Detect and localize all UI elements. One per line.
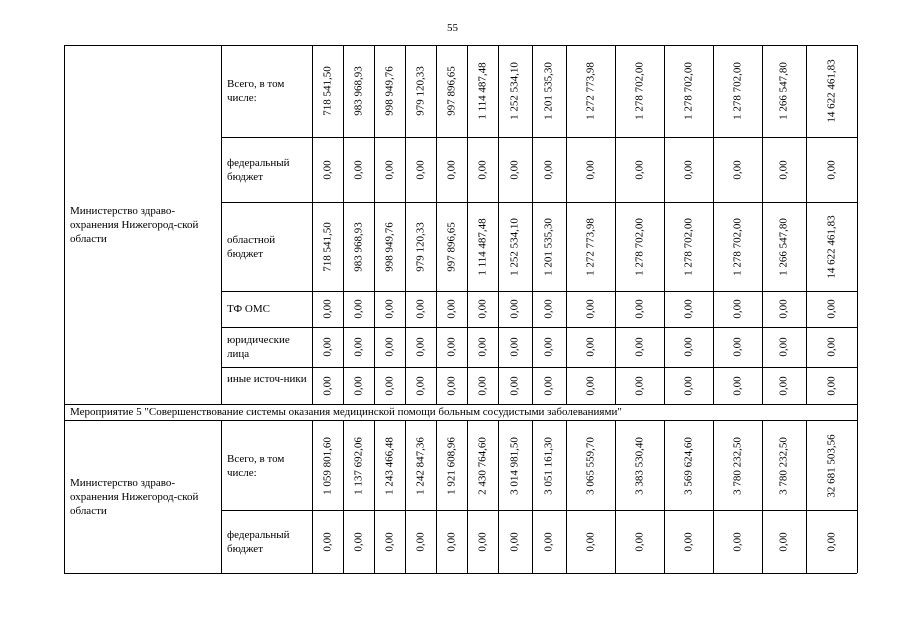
block1-value-cell: 1 272 773,98 — [584, 217, 596, 276]
grid-line — [312, 45, 313, 404]
block1-value-cell: 0,00 — [476, 299, 488, 319]
block1-value-cell: 979 120,33 — [414, 221, 426, 272]
block1-value-cell: 0,00 — [508, 375, 521, 396]
block1-value-cell: 0,00 — [321, 337, 333, 357]
block2-value-cell: 0,00 — [542, 531, 555, 552]
block1-value-cell: 1 278 702,00 — [731, 217, 743, 276]
grid-line — [64, 420, 857, 421]
block1-value-cell: 0,00 — [383, 159, 395, 180]
event-heading: Мероприятие 5 "Совершенствование системы оказания медицинской помощи больным сосудистыми заболеваниями" — [70, 406, 622, 418]
grid-line — [762, 45, 763, 404]
block1-value-cell: 1 278 702,00 — [633, 62, 645, 120]
block1-value-cell: 1 278 702,00 — [682, 217, 694, 276]
grid-line — [221, 327, 857, 328]
block1-value-cell: 718 541,50 — [321, 66, 333, 116]
block1-value-cell: 1 278 702,00 — [682, 62, 694, 120]
block2-value-cell: 0,00 — [352, 531, 364, 552]
block1-value-cell: 0,00 — [352, 337, 364, 357]
block1-value-cell: 1 201 535,30 — [542, 62, 555, 120]
block1-value-cell: 0,00 — [445, 337, 457, 357]
block2-value-cell: 2 430 764,60 — [476, 437, 488, 495]
block1-value-cell: 0,00 — [584, 299, 596, 319]
block2-value-cell: 1 242 847,36 — [414, 437, 426, 495]
block1-value-cell: 0,00 — [682, 299, 694, 319]
block1-value-cell: 1 114 487,48 — [476, 62, 488, 120]
block1-value-cell: 0,00 — [777, 337, 790, 357]
block2-value-cell: 0,00 — [321, 531, 333, 552]
grid-line — [436, 420, 437, 573]
grid-line — [806, 420, 807, 573]
block1-row-label: ТФ ОМС — [227, 303, 270, 315]
block2-value-cell: 0,00 — [584, 531, 596, 552]
block2-value-cell: 3 569 624,60 — [682, 437, 694, 495]
block1-value-cell: 0,00 — [777, 159, 790, 180]
block1-value-cell: 997 896,65 — [445, 66, 457, 116]
grid-line — [664, 420, 665, 573]
block1-value-cell: 1 266 547,80 — [777, 62, 790, 120]
block2-value-cell: 3 383 530,40 — [633, 437, 645, 495]
block1-value-cell: 0,00 — [825, 375, 837, 396]
grid-line — [343, 45, 344, 404]
block2-value-cell: 0,00 — [682, 531, 694, 552]
block1-value-cell: 0,00 — [321, 299, 333, 319]
block1-value-cell: 0,00 — [542, 375, 555, 396]
block1-value-cell: 14 622 461,83 — [825, 214, 837, 279]
grid-line — [64, 45, 65, 573]
block2-value-cell: 0,00 — [476, 531, 488, 552]
block2-value-cell: 1 921 608,96 — [445, 437, 457, 495]
grid-line — [221, 202, 857, 203]
grid-line — [221, 137, 857, 138]
block1-value-cell: 0,00 — [445, 299, 457, 319]
block1-value-cell: 0,00 — [731, 375, 743, 396]
block1-value-cell: 0,00 — [352, 159, 364, 180]
block2-value-cell: 0,00 — [508, 531, 521, 552]
block1-value-cell: 14 622 461,83 — [825, 59, 837, 123]
block1-value-cell: 0,00 — [542, 337, 555, 357]
block1-value-cell: 1 114 487,48 — [476, 217, 488, 276]
block1-value-cell: 1 278 702,00 — [633, 217, 645, 276]
block1-value-cell: 0,00 — [633, 375, 645, 396]
block1-value-cell: 983 968,93 — [352, 221, 364, 272]
block1-value-cell: 0,00 — [508, 337, 521, 357]
block1-value-cell: 1 252 534,10 — [508, 62, 521, 120]
block1-value-cell: 0,00 — [682, 337, 694, 357]
block1-value-cell: 979 120,33 — [414, 66, 426, 116]
block1-value-cell: 0,00 — [542, 159, 555, 180]
grid-line — [713, 420, 714, 573]
block2-value-cell: 0,00 — [633, 531, 645, 552]
block1-value-cell: 0,00 — [508, 299, 521, 319]
block1-row-label: иные источ-ники — [227, 372, 307, 385]
grid-line — [498, 45, 499, 404]
block1-value-cell: 1 201 535,30 — [542, 217, 555, 276]
block1-value-cell: 0,00 — [584, 375, 596, 396]
block2-value-cell: 1 243 466,48 — [383, 437, 395, 495]
block1-value-cell: 997 896,65 — [445, 221, 457, 272]
block2-value-cell: 0,00 — [731, 531, 743, 552]
block1-value-cell: 0,00 — [682, 375, 694, 396]
block1-value-cell: 0,00 — [731, 159, 743, 180]
grid-line — [343, 420, 344, 573]
block1-value-cell: 0,00 — [825, 337, 837, 357]
block1-value-cell: 0,00 — [414, 337, 426, 357]
grid-line — [467, 420, 468, 573]
block1-value-cell: 718 541,50 — [321, 221, 333, 272]
block1-value-cell: 1 252 534,10 — [508, 217, 521, 276]
block1-value-cell: 0,00 — [383, 375, 395, 396]
block2-value-cell: 0,00 — [777, 531, 790, 552]
block1-row-label: областной бюджет — [227, 233, 276, 260]
block2-value-cell: 0,00 — [383, 531, 395, 552]
block1-value-cell: 0,00 — [414, 375, 426, 396]
block1-row-label: федеральный бюджет — [227, 156, 290, 183]
block1-value-cell: 0,00 — [584, 337, 596, 357]
block1-value-cell: 0,00 — [825, 159, 837, 180]
grid-line — [467, 45, 468, 404]
grid-line — [405, 420, 406, 573]
block2-row-label: федеральный бюджет — [227, 528, 290, 555]
block1-value-cell: 0,00 — [542, 299, 555, 319]
block1-value-cell: 1 278 702,00 — [731, 62, 743, 120]
block1-value-cell: 0,00 — [633, 337, 645, 357]
block1-value-cell: 0,00 — [414, 299, 426, 319]
block1-value-cell: 0,00 — [825, 299, 837, 319]
grid-line — [436, 45, 437, 404]
grid-line — [532, 45, 533, 404]
block2-value-cell: 32 681 503,56 — [825, 434, 837, 498]
grid-line — [615, 420, 616, 573]
page-number: 55 — [447, 22, 458, 34]
grid-line — [532, 420, 533, 573]
grid-line — [664, 45, 665, 404]
grid-line — [498, 420, 499, 573]
block1-value-cell: 0,00 — [777, 299, 790, 319]
grid-line — [374, 45, 375, 404]
block1-value-cell: 0,00 — [383, 299, 395, 319]
grid-line — [405, 45, 406, 404]
block2-row-label: Всего, в том числе: — [227, 453, 285, 479]
block1-value-cell: 0,00 — [321, 375, 333, 396]
block1-value-cell: 983 968,93 — [352, 66, 364, 116]
block1-value-cell: 0,00 — [476, 159, 488, 180]
block2-value-cell: 3 780 232,50 — [777, 437, 790, 495]
grid-line — [64, 45, 857, 46]
grid-line — [374, 420, 375, 573]
block1-value-cell: 0,00 — [508, 159, 521, 180]
block1-value-cell: 1 272 773,98 — [584, 62, 596, 120]
grid-line — [566, 45, 567, 404]
grid-line — [221, 45, 222, 404]
block2-value-cell: 0,00 — [414, 531, 426, 552]
block1-value-cell: 0,00 — [445, 375, 457, 396]
block1-value-cell: 0,00 — [777, 375, 790, 396]
block2-value-cell: 1 059 801,60 — [321, 437, 333, 495]
grid-line — [64, 573, 857, 574]
block1-value-cell: 0,00 — [383, 337, 395, 357]
block1-value-cell: 998 949,76 — [383, 221, 395, 272]
block1-row-label: юридические лица — [227, 334, 290, 360]
block1-value-cell: 0,00 — [445, 159, 457, 180]
block2-value-cell: 0,00 — [445, 531, 457, 552]
grid-line — [806, 45, 807, 404]
grid-line — [221, 510, 857, 511]
block2-value-cell: 1 137 692,06 — [352, 437, 364, 495]
block1-value-cell: 1 266 547,80 — [777, 217, 790, 276]
grid-line — [615, 45, 616, 404]
grid-line — [221, 291, 857, 292]
grid-line — [312, 420, 313, 573]
block1-value-cell: 0,00 — [731, 299, 743, 319]
block2-value-cell: 3 780 232,50 — [731, 437, 743, 495]
block1-value-cell: 0,00 — [476, 337, 488, 357]
block1-value-cell: 0,00 — [682, 159, 694, 180]
block1-value-cell: 0,00 — [633, 159, 645, 180]
block1-row-label: Всего, в том числе: — [227, 78, 285, 104]
block1-value-cell: 0,00 — [633, 299, 645, 319]
budget-table — [64, 45, 857, 573]
grid-line — [857, 45, 858, 573]
block1-value-cell: 0,00 — [352, 299, 364, 319]
grid-line — [221, 367, 857, 368]
block1-value-cell: 998 949,76 — [383, 66, 395, 116]
grid-line — [221, 420, 222, 573]
block1-org-name: Министерство здраво-охранения Нижегород-ской области — [70, 204, 199, 245]
block1-value-cell: 0,00 — [731, 337, 743, 357]
block1-value-cell: 0,00 — [476, 375, 488, 396]
block2-value-cell: 3 014 981,50 — [508, 437, 521, 495]
block2-value-cell: 0,00 — [825, 531, 837, 552]
grid-line — [566, 420, 567, 573]
block2-value-cell: 3 065 559,70 — [584, 437, 596, 495]
block1-value-cell: 0,00 — [352, 375, 364, 396]
block1-value-cell: 0,00 — [584, 159, 596, 180]
block1-value-cell: 0,00 — [321, 159, 333, 180]
block2-org-name: Министерство здраво-охранения Нижегород-ской области — [70, 476, 199, 517]
block1-value-cell: 0,00 — [414, 159, 426, 180]
grid-line — [713, 45, 714, 404]
grid-line — [762, 420, 763, 573]
block2-value-cell: 3 051 161,30 — [542, 437, 555, 495]
